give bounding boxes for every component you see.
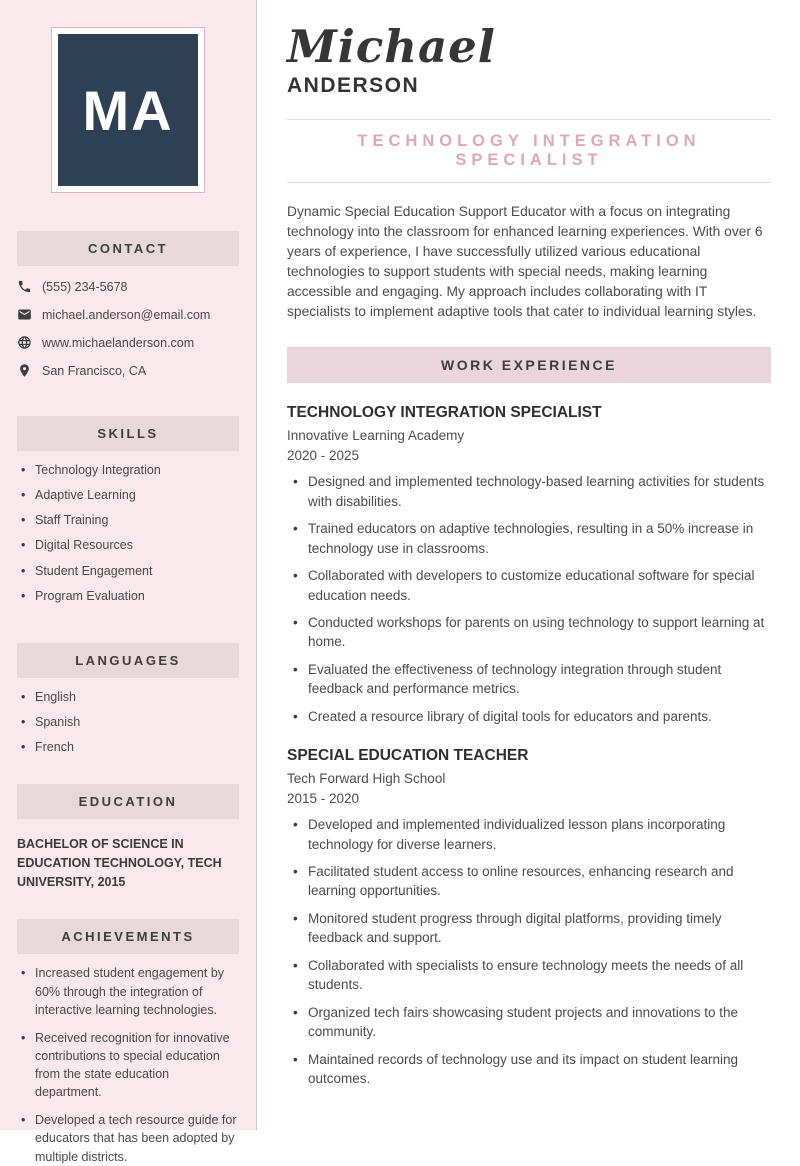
job-title-text: TECHNOLOGY INTEGRATION SPECIALIST — [357, 131, 701, 169]
skills-section-header — [17, 416, 239, 451]
job-entry-dates: 2015 - 2020 — [287, 791, 360, 807]
job-bullet: • Evaluated the effectiveness of technology integration through student feedback and performance metrics. — [293, 660, 771, 699]
contact-item-text: michael.anderson@email.com — [42, 307, 211, 322]
job-bullet: • Trained educators on adaptive technologies, resulting in a 50% increase in technology use in classrooms. — [293, 519, 771, 558]
skills-section-title: SKILLS — [97, 426, 159, 441]
skill-item: • Program Evaluation — [21, 587, 239, 605]
language-item: • French — [21, 738, 239, 756]
education-entry: BACHELOR OF SCIENCE IN EDUCATION TECHNOLOGY, TECH UNIVERSITY, 2015 — [17, 837, 222, 889]
achievements-section-header — [17, 919, 239, 954]
education-section-header — [17, 784, 239, 819]
achievement-item: • Developed a tech resource guide for educators that has been adopted by multiple districts. — [21, 1111, 239, 1165]
last-name: ANDERSON — [287, 73, 420, 97]
job-bullet-list — [287, 472, 771, 726]
main-column — [257, 0, 800, 1130]
contact-list — [17, 279, 239, 378]
professional-summary: Dynamic Special Education Support Educator with a focus on integrating technology into the classroom for enhanced learning experiences. With over 6 years of experience, I have successfully utilized various educational technologies to support students with special needs, making learning accessible and engaging. My approach includes collaborating with IT specialists to implement adaptive tools that cater to individual learning styles. — [287, 203, 763, 320]
achievement-item: • Increased student engagement by 60% through the integration of interactive learning technologies. — [21, 964, 239, 1018]
skill-item: • Staff Training — [21, 511, 239, 529]
job-title-banner — [287, 119, 771, 183]
skill-item: • Student Engagement — [21, 562, 239, 580]
languages-section-title: LANGUAGES — [75, 652, 181, 668]
job-bullet: • Designed and implemented technology-based learning activities for students with disabilities. — [293, 472, 771, 511]
contact-item — [17, 335, 239, 350]
job-bullet-list — [287, 815, 771, 1088]
first-name: Michael — [287, 20, 496, 73]
job-bullet: • Collaborated with specialists to ensure technology meets the needs of all students. — [293, 956, 771, 995]
language-item: • English — [21, 688, 239, 706]
achievement-item: • Received recognition for innovative contributions to special education from the state education department. — [21, 1029, 239, 1102]
contact-item-text: www.michaelanderson.com — [42, 335, 195, 350]
avatar-frame — [51, 27, 205, 193]
job-bullet: • Monitored student progress through digital platforms, providing timely feedback and support. — [293, 909, 771, 948]
work-experience-header — [287, 347, 771, 383]
job-entry-title: TECHNOLOGY INTEGRATION SPECIALIST — [287, 404, 602, 422]
job-entry — [287, 404, 771, 726]
phone-icon — [17, 279, 32, 294]
achievements-list — [17, 964, 239, 1165]
globe-icon — [17, 335, 32, 350]
job-bullet: • Organized tech fairs showcasing student projects and innovations to the community. — [293, 1003, 771, 1042]
skill-item: • Digital Resources — [21, 536, 239, 554]
achievements-section-title: ACHIEVEMENTS — [61, 929, 195, 945]
skill-item: • Adaptive Learning — [21, 486, 239, 504]
job-bullet: • Facilitated student access to online resources, enhancing research and learning opportunities. — [293, 862, 771, 901]
education-section-title: EDUCATION — [78, 794, 178, 810]
language-item: • Spanish — [21, 713, 239, 731]
contact-item-text: (555) 234-5678 — [42, 279, 128, 294]
languages-list — [17, 688, 239, 756]
contact-section-title: CONTACT — [87, 241, 169, 256]
job-bullet: • Created a resource library of digital tools for educators and parents. — [293, 707, 771, 726]
contact-item-text: San Francisco, CA — [42, 363, 147, 378]
contact-item — [17, 279, 239, 294]
job-entry-company: Innovative Learning Academy — [287, 428, 465, 444]
mail-icon — [17, 307, 32, 322]
contact-section-header — [17, 231, 239, 266]
sidebar — [0, 0, 257, 1164]
job-entry-dates: 2020 - 2025 — [287, 448, 360, 464]
job-bullet: • Collaborated with developers to customize educational software for special education needs. — [293, 566, 771, 605]
work-experience-title: WORK EXPERIENCE — [441, 357, 617, 374]
job-entry-company: Tech Forward High School — [287, 771, 446, 787]
languages-section-header — [17, 643, 239, 678]
job-bullet: • Developed and implemented individualized lesson plans incorporating technology for diverse learners. — [293, 815, 771, 854]
job-bullet: • Maintained records of technology use and its impact on student learning outcomes. — [293, 1050, 771, 1089]
job-entry-title: SPECIAL EDUCATION TEACHER — [287, 747, 529, 765]
avatar — [58, 34, 198, 186]
skills-list — [17, 461, 239, 605]
job-entry — [287, 747, 771, 1088]
contact-item — [17, 307, 239, 322]
job-bullet: • Conducted workshops for parents on using technology to support learning at home. — [293, 613, 771, 652]
skill-item: • Technology Integration — [21, 461, 239, 479]
avatar-initials: MA — [82, 78, 174, 142]
contact-item — [17, 363, 239, 378]
pin-icon — [17, 363, 32, 378]
